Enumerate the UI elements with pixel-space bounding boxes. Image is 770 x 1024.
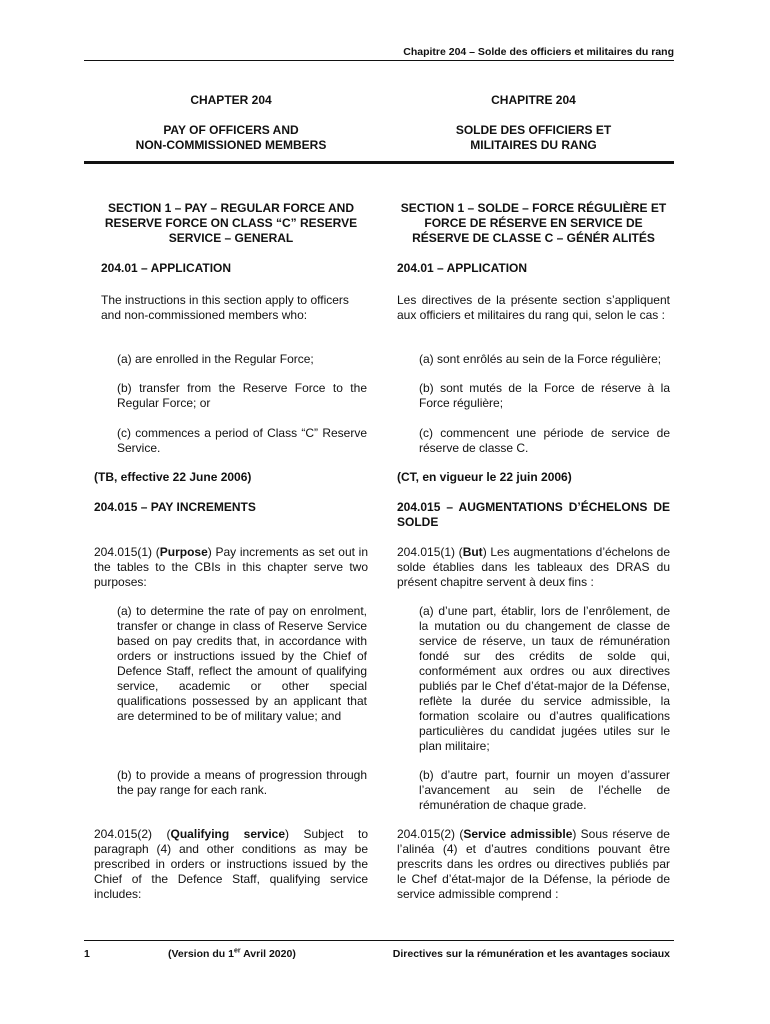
purpose-prefix-fr: 204.015(1) ( (397, 545, 463, 559)
purpose-item-a-en: (a) to determine the rate of pay on enrolment, transfer or change in class of Reserve Service based on pay credits that, in accordance with orders or instructions issued by the Chief of Defence Staff, reflect the amount of qualifying service, academic or other special qualifications possessed by an applicant that are determined to be of military value; and (117, 604, 367, 723)
footer-rule (84, 940, 674, 941)
chapter-title-fr-line1: SOLDE DES OFFICIERS ET (455, 123, 612, 137)
item-c-fr: (c) commencent une période de service de réserve de classe C. (419, 426, 670, 455)
qualifying-term-en: Qualifying service (170, 827, 286, 841)
purpose-term-fr: But (462, 545, 483, 559)
purpose-item-a-fr: (a) d’une part, établir, lors de l’enrôlement, de la mutation ou du changement de classe de service de réserve, un taux de rémunération fondé sur des crédits de solde qui, conformément aux ordres ou aux directives publiés par le Chef d’état-major de la Défense, reflète la durée du service admissible, la formation scolaire ou d’autres qualifications particulières du candidat jugées utiles sur le plan militaire; (419, 604, 670, 753)
purpose-paragraph-fr (397, 545, 670, 590)
application-intro-en: The instructions in this section apply to officers and non-commissioned members who: (101, 293, 349, 322)
qualifying-text-fr: ) Sous réserve de l’alinéa (4) et d’autres conditions pouvant être prescrits dans les ordres ou directives publiés par le Chef d’état-major de la Défense, la période de service admissible comprend : (397, 827, 670, 901)
title-rule (84, 161, 674, 164)
page-number: 1 (84, 948, 90, 960)
item-a-fr: (a) sont enrôlés au sein de la Force régulière; (419, 352, 662, 366)
header-rule (84, 60, 674, 61)
qualifying-prefix-en: 204.015(2) ( (94, 827, 171, 841)
version-note (168, 948, 296, 960)
section-heading-fr: SECTION 1 – SOLDE – FORCE RÉGULIÈRE ET FORCE DE RÉSERVE EN SERVICE DE RÉSERVE DE CLASSE C – GÉNÉR ALITÉS (400, 201, 667, 245)
pay-increments-heading-en: 204.015 – PAY INCREMENTS (94, 500, 256, 514)
version-prefix: (Version du 1 (168, 948, 234, 960)
running-header: Chapitre 204 – Solde des officiers et militaires du rang (403, 46, 674, 58)
effective-note-fr: (CT, en vigueur le 22 juin 2006) (397, 470, 572, 484)
chapter-label-fr: CHAPITRE 204 (491, 93, 576, 107)
footer-title: Directives sur la rémunération et les avantages sociaux (392, 948, 670, 960)
pay-increments-heading-fr: 204.015 – AUGMENTATIONS D’ÉCHELONS DE SOLDE (397, 500, 670, 529)
purpose-text-en: ) Pay increments as set out in the tables to the CBIs in this chapter serve two purposes: (94, 545, 369, 589)
item-a-en: (a) are enrolled in the Regular Force; (117, 352, 314, 366)
qualifying-paragraph-fr (397, 827, 670, 902)
qualifying-text-en: ) Subject to paragraph (4) and other conditions as may be prescribed in orders or instructions issued by the Chief of the Defence Staff, qualifying service includes: (94, 827, 368, 901)
item-b-fr: (b) sont mutés de la Force de réserve à la Force régulière; (419, 381, 670, 410)
chapter-title-en-line2: NON-COMMISSIONED MEMBERS (135, 138, 327, 152)
purpose-prefix-en: 204.015(1) ( (94, 545, 160, 559)
application-heading-fr: 204.01 – APPLICATION (397, 261, 528, 275)
version-superscript: er (233, 947, 241, 955)
purpose-item-b-fr: (b) d’autre part, fournir un moyen d’assurer l’avancement au sein de l’échelle de rémunération de chaque grade. (419, 768, 670, 812)
application-heading-en: 204.01 – APPLICATION (101, 261, 232, 275)
purpose-item-b-en: (b) to provide a means of progression through the pay range for each rank. (117, 768, 367, 797)
purpose-term-en: Purpose (159, 545, 208, 559)
chapter-label-en: CHAPTER 204 (190, 93, 272, 107)
effective-note-en: (TB, effective 22 June 2006) (94, 470, 252, 484)
qualifying-term-fr: Service admissible (463, 827, 573, 841)
version-suffix: Avril 2020) (240, 948, 296, 960)
purpose-paragraph-en (94, 545, 368, 590)
chapter-title-fr-line2: MILITAIRES DU RANG (470, 138, 597, 152)
application-intro-fr: Les directives de la présente section s’appliquent aux officiers et militaires du rang qui, selon le cas : (397, 293, 670, 322)
qualifying-prefix-fr: 204.015(2) ( (397, 827, 464, 841)
qualifying-paragraph-en (94, 827, 368, 902)
purpose-text-fr: ) Les augmentations d’échelons de solde établies dans les tableaux des DRAS du présent chapitre servent à deux fins : (397, 545, 671, 589)
chapter-title-en-line1: PAY OF OFFICERS AND (163, 123, 299, 137)
section-heading-en: SECTION 1 – PAY – REGULAR FORCE AND RESERVE FORCE ON CLASS “C” RESERVE SERVICE – GENERAL (104, 201, 358, 245)
item-b-en: (b) transfer from the Reserve Force to the Regular Force; or (117, 381, 367, 410)
item-c-en: (c) commences a period of Class “C” Reserve Service. (117, 426, 367, 455)
